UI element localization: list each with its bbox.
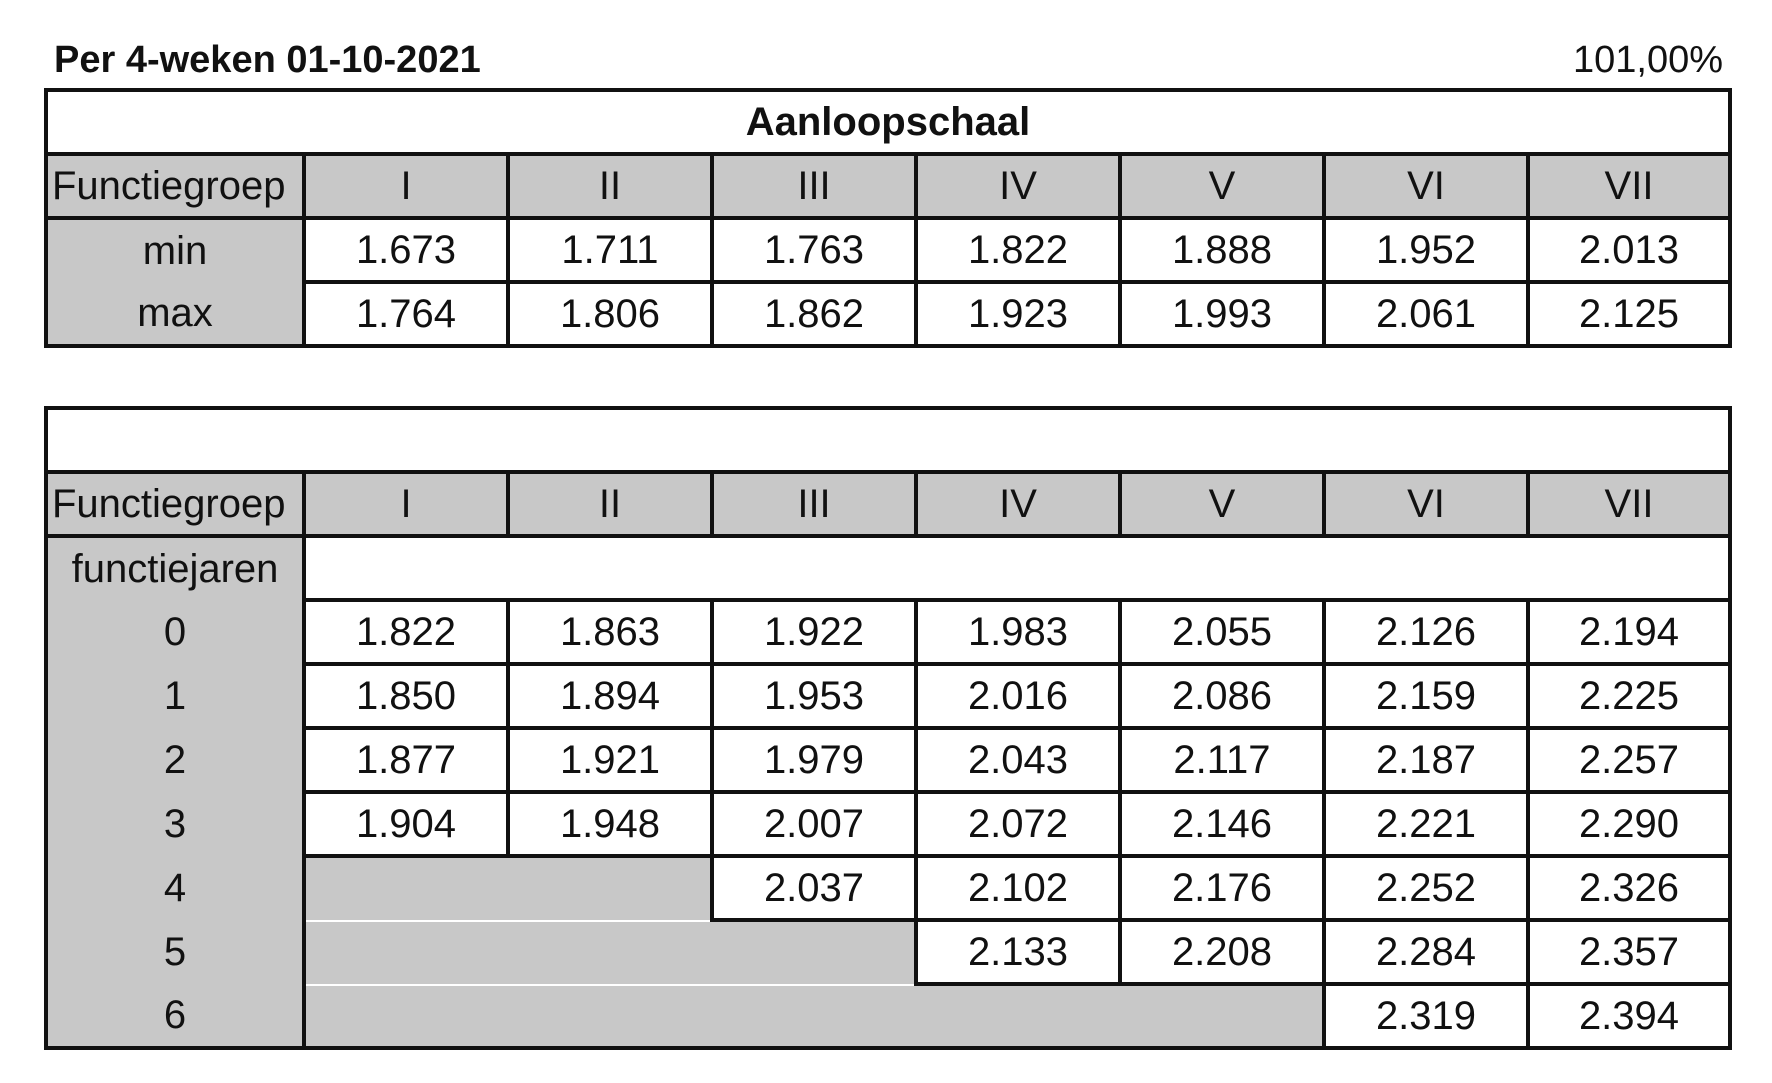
column-header-row — [46, 472, 1730, 536]
column-header: II — [508, 472, 712, 536]
column-header: V — [1120, 472, 1324, 536]
value-cell: 1.979 — [712, 728, 916, 792]
value-cell: 2.221 — [1324, 792, 1528, 856]
value-cell: 2.055 — [1120, 600, 1324, 664]
value-cell: 1.894 — [508, 664, 712, 728]
table-row — [46, 218, 1730, 282]
value-cell: 2.394 — [1528, 984, 1730, 1048]
value-cell: 1.764 — [304, 282, 508, 346]
table-row — [46, 282, 1730, 346]
page-title: Per 4-weken 01-10-2021 — [54, 39, 481, 81]
value-cell: 2.319 — [1324, 984, 1528, 1048]
percentage-label: 101,00% — [1572, 39, 1723, 81]
empty-cell — [304, 984, 1324, 1048]
value-cell: 1.673 — [304, 218, 508, 282]
value-cell: 2.007 — [712, 792, 916, 856]
table-row — [46, 920, 1730, 984]
value-cell: 2.061 — [1324, 282, 1528, 346]
table-title-row — [46, 90, 1730, 154]
row-label: 4 — [46, 856, 304, 920]
row-label: 6 — [46, 984, 304, 1048]
value-cell: 2.013 — [1528, 218, 1730, 282]
value-cell: 2.016 — [916, 664, 1120, 728]
table-title: Aanloopschaal — [46, 90, 1730, 154]
value-cell: 1.952 — [1324, 218, 1528, 282]
value-cell: 2.194 — [1528, 600, 1730, 664]
column-header: III — [712, 472, 916, 536]
value-cell: 2.208 — [1120, 920, 1324, 984]
column-header-row — [46, 154, 1730, 218]
value-cell: 2.102 — [916, 856, 1120, 920]
value-cell: 1.863 — [508, 600, 712, 664]
table-row — [46, 792, 1730, 856]
value-cell: 2.225 — [1528, 664, 1730, 728]
row-label: 2 — [46, 728, 304, 792]
table-row — [46, 856, 1730, 920]
value-cell: 2.252 — [1324, 856, 1528, 920]
value-cell: 1.763 — [712, 218, 916, 282]
corner-label: Functiegroep — [46, 154, 304, 218]
sub-label-row — [46, 536, 1730, 600]
value-cell: 2.357 — [1528, 920, 1730, 984]
row-label: max — [46, 282, 304, 346]
value-cell: 2.086 — [1120, 664, 1324, 728]
value-cell: 2.133 — [916, 920, 1120, 984]
blank-span — [304, 536, 1730, 600]
value-cell: 2.043 — [916, 728, 1120, 792]
value-cell: 1.711 — [508, 218, 712, 282]
row-label: 5 — [46, 920, 304, 984]
value-cell: 1.923 — [916, 282, 1120, 346]
value-cell: 1.922 — [712, 600, 916, 664]
value-cell: 1.877 — [304, 728, 508, 792]
value-cell: 1.806 — [508, 282, 712, 346]
column-header: II — [508, 154, 712, 218]
value-cell: 1.948 — [508, 792, 712, 856]
empty-cell — [304, 856, 712, 920]
row-label: 0 — [46, 600, 304, 664]
sub-label: functiejaren — [46, 536, 304, 600]
value-cell: 2.326 — [1528, 856, 1730, 920]
value-cell: 1.888 — [1120, 218, 1324, 282]
column-header: VII — [1528, 154, 1730, 218]
value-cell: 1.953 — [712, 664, 916, 728]
table-row — [46, 600, 1730, 664]
table-row — [46, 664, 1730, 728]
table-row — [46, 728, 1730, 792]
column-header: V — [1120, 154, 1324, 218]
corner-label: Functiegroep — [46, 472, 304, 536]
column-header: VI — [1324, 154, 1528, 218]
value-cell: 1.850 — [304, 664, 508, 728]
value-cell: 1.993 — [1120, 282, 1324, 346]
value-cell: 2.126 — [1324, 600, 1528, 664]
table-title-row — [46, 408, 1730, 472]
value-cell: 1.921 — [508, 728, 712, 792]
row-label: 3 — [46, 792, 304, 856]
value-cell: 2.117 — [1120, 728, 1324, 792]
column-header: IV — [916, 154, 1120, 218]
column-header: III — [712, 154, 916, 218]
column-header: VI — [1324, 472, 1528, 536]
value-cell: 2.176 — [1120, 856, 1324, 920]
value-cell: 2.072 — [916, 792, 1120, 856]
aanloopschaal-table — [44, 88, 1732, 348]
value-cell: 1.862 — [712, 282, 916, 346]
value-cell: 2.125 — [1528, 282, 1730, 346]
value-cell: 2.187 — [1324, 728, 1528, 792]
value-cell: 2.159 — [1324, 664, 1528, 728]
value-cell: 2.257 — [1528, 728, 1730, 792]
column-header: VII — [1528, 472, 1730, 536]
value-cell: 2.284 — [1324, 920, 1528, 984]
value-cell: 2.290 — [1528, 792, 1730, 856]
row-label: min — [46, 218, 304, 282]
row-label: 1 — [46, 664, 304, 728]
value-cell: 1.983 — [916, 600, 1120, 664]
table-title — [46, 408, 1730, 472]
value-cell: 2.037 — [712, 856, 916, 920]
column-header: IV — [916, 472, 1120, 536]
table-row — [46, 984, 1730, 1048]
value-cell: 1.822 — [916, 218, 1120, 282]
column-header: I — [304, 472, 508, 536]
value-cell: 1.822 — [304, 600, 508, 664]
empty-cell — [304, 920, 916, 984]
value-cell: 2.146 — [1120, 792, 1324, 856]
column-header: I — [304, 154, 508, 218]
value-cell: 1.904 — [304, 792, 508, 856]
functiejaren-table — [44, 406, 1732, 1050]
